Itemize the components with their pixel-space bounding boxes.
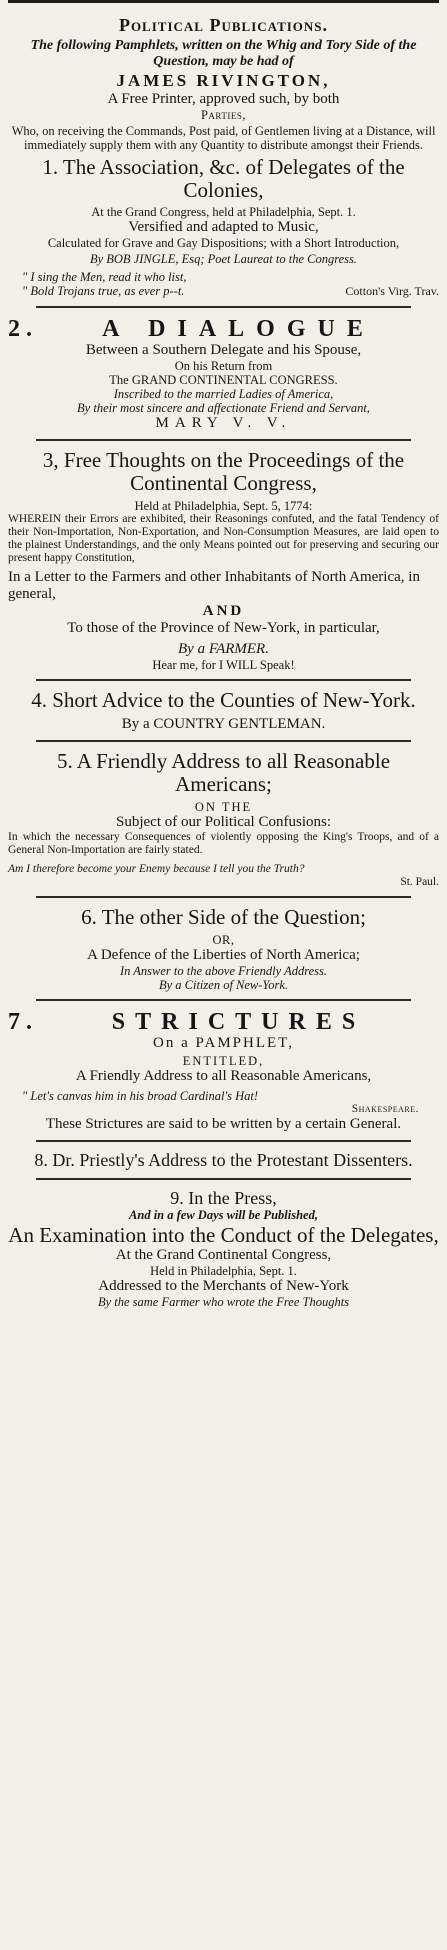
- publisher-description-2: Parties,: [200, 108, 247, 122]
- item-1-quote-2: " Bold Trojans true, as ever p--t.: [22, 284, 185, 298]
- publisher-name: JAMES RIVINGTON,: [116, 71, 331, 90]
- item-1-versified: Versified and adapted to Music,: [128, 219, 319, 235]
- item-9-line-1: And in a few Days will be Published,: [129, 1208, 318, 1222]
- item-7-line-2: A Friendly Address to all Reasonable Americans,: [75, 1068, 372, 1084]
- item-6-author: By a Citizen of New-York.: [158, 978, 289, 992]
- item-7-line-1: On a PAMPHLET,: [153, 1035, 294, 1051]
- item-9-line-5: Addressed to the Merchants of New-York: [98, 1278, 349, 1294]
- item-1-held: At the Grand Congress, held at Philadelphia, Sept. 1.: [91, 205, 356, 219]
- item-3-letter: In a Letter to the Farmers and other Inhabitants of North America, in general,: [8, 569, 420, 602]
- item-1-author: By BOB JINGLE, Esq; Poet Laureat to the Congress.: [89, 252, 358, 266]
- item-7: [8, 1009, 439, 1133]
- item-3-and: AND: [202, 603, 245, 619]
- item-7-note: These Strictures are said to be written by a certain General.: [45, 1116, 402, 1132]
- item-2-line-2: On his Return from: [174, 359, 273, 373]
- item-1-quote-1: " I sing the Men, read it who list,: [22, 270, 187, 284]
- item-7-number: 7.: [8, 1009, 38, 1035]
- separator-3: [36, 679, 411, 681]
- item-6-line-2: In Answer to the above Friendly Address.: [119, 964, 328, 978]
- item-9-line-2: An Examination into the Conduct of the Delegates,: [8, 1223, 439, 1247]
- header: [8, 0, 439, 152]
- item-3-motto: Hear me, for I WILL Speak!: [152, 658, 295, 672]
- separator-1: [36, 306, 411, 308]
- item-7-heading: [8, 1009, 439, 1035]
- item-2-line-3: The GRAND CONTINENTAL CONGRESS.: [109, 373, 338, 387]
- item-9-line-6: By the same Farmer who wrote the Free Thoughts: [97, 1295, 350, 1309]
- item-7-entitled: ENTITLED,: [182, 1054, 265, 1068]
- item-9: [8, 1188, 439, 1309]
- item-9-line-4: Held in Philadelphia, Sept. 1.: [150, 1264, 297, 1278]
- item-5-title: 5. A Friendly Address to all Reasonable Americans;: [56, 749, 391, 796]
- separator-7: [36, 1140, 411, 1142]
- separator-6: [36, 999, 411, 1001]
- item-3-body: WHEREIN their Errors are exhibited, their Reasonings confuted, and the fatal Tendency of their Non-Importation, Non-Exportation, and Non-Consumption Measures, are laid open to the plainest Understandings, and the only Means pointed out for preserving and securing our present happy Constitution,: [8, 513, 439, 564]
- item-1-title: 1. The Association, &c. of Delegates of the Colonies,: [42, 155, 405, 202]
- publisher-description: A Free Printer, approved such, by both: [107, 91, 340, 107]
- item-3-province: To those of the Province of New-York, in particular,: [67, 620, 380, 636]
- item-3-held: Held at Philadelphia, Sept. 5, 1774:: [134, 499, 313, 513]
- item-3-author: By a FARMER.: [178, 641, 269, 657]
- item-3: [8, 449, 439, 672]
- item-5: [8, 750, 439, 889]
- intro-text: The following Pamphlets, written on the Whig and Tory Side of the Question, may be had of: [30, 38, 417, 69]
- item-2: [8, 316, 439, 432]
- item-3-title: 3, Free Thoughts on the Proceedings of the Continental Congress,: [42, 448, 405, 495]
- item-6-line-1: A Defence of the Liberties of North America;: [87, 947, 360, 963]
- item-7-quote-source: Shakespeare.: [351, 1103, 419, 1115]
- item-9-title: 9. In the Press,: [170, 1188, 277, 1208]
- item-5-quote: Am I therefore become your Enemy because I tell you the Truth?: [8, 863, 305, 875]
- page-title: Political Publications.: [118, 15, 329, 35]
- item-1: [8, 156, 439, 299]
- top-rule: [8, 0, 439, 3]
- item-7-quote: " Let's canvas him in his broad Cardinal's Hat!: [22, 1089, 259, 1103]
- item-4-title: 4. Short Advice to the Counties of New-York.: [31, 688, 416, 712]
- item-9-line-3: At the Grand Continental Congress,: [115, 1247, 332, 1263]
- item-5-subject: Subject of our Political Confusions:: [116, 814, 331, 830]
- item-2-heading: [8, 316, 439, 342]
- item-6-or: OR,: [212, 933, 235, 947]
- separator-4: [36, 740, 411, 742]
- item-8: [8, 1150, 439, 1171]
- item-5-on-the: ON THE: [194, 800, 253, 814]
- separator-8: [36, 1178, 411, 1180]
- item-2-title: A DIALOGUE: [102, 316, 375, 342]
- item-2-number: 2.: [8, 316, 38, 342]
- item-2-line-5: By their most sincere and affectionate Friend and Servant,: [77, 401, 370, 415]
- item-8-title: 8. Dr. Priestly's Address to the Protestant Dissenters.: [34, 1150, 413, 1170]
- item-1-calculated: Calculated for Grave and Gay Dispositions; with a Short Introduction,: [47, 236, 400, 250]
- separator-5: [36, 896, 411, 898]
- item-6-title: 6. The other Side of the Question;: [81, 905, 366, 929]
- item-2-line-1: Between a Southern Delegate and his Spouse,: [85, 342, 362, 358]
- item-4: [8, 689, 439, 733]
- item-2-line-4: Inscribed to the married Ladies of America,: [113, 387, 334, 401]
- item-1-quote-row: [8, 284, 439, 299]
- separator-2: [36, 439, 411, 441]
- item-6: [8, 906, 439, 992]
- item-7-title: STRICTURES: [111, 1009, 366, 1035]
- item-5-body: In which the necessary Consequences of violently opposing the King's Troops, and of a General Non-Importation are fairly stated.: [8, 831, 439, 856]
- item-4-author: By a COUNTRY GENTLEMAN.: [121, 716, 326, 732]
- item-1-quote-source: Cotton's Virg. Trav.: [345, 284, 439, 298]
- header-note: Who, on receiving the Commands, Post paid, of Gentlemen living at a Distance, will immediately supply them with any Quantity to distribute amongst their Friends.: [11, 124, 436, 152]
- item-5-quote-source: St. Paul.: [400, 876, 439, 888]
- item-2-author: MARY V. V.: [155, 415, 292, 431]
